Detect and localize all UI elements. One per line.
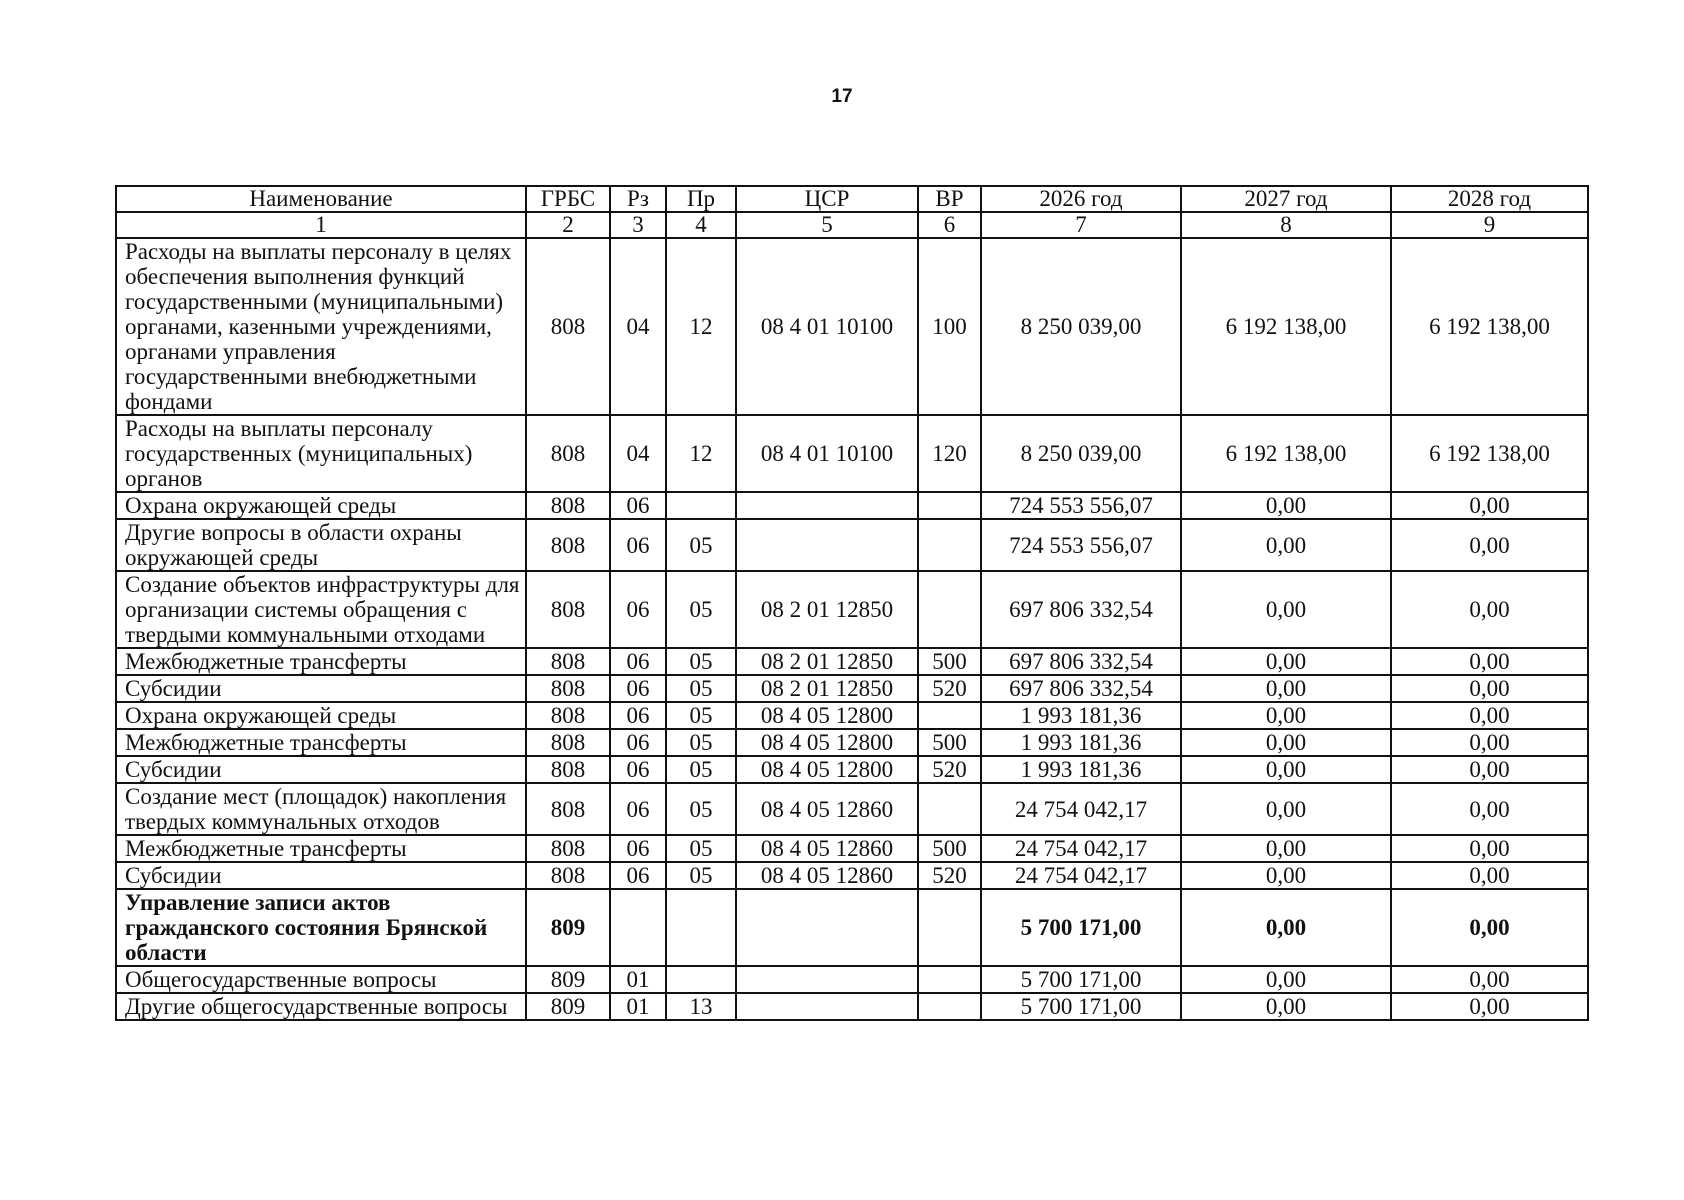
cell-grbs: 809 — [526, 889, 610, 966]
table-row — [116, 492, 1588, 519]
cell-name: Субсидии — [116, 862, 526, 889]
cell-name: Межбюджетные трансферты — [116, 648, 526, 675]
table-row — [116, 993, 1588, 1020]
cell-amount-2027: 0,00 — [1181, 648, 1391, 675]
cell-grbs: 808 — [526, 415, 610, 492]
cell-vr — [918, 492, 981, 519]
header-pr: Пр — [666, 186, 736, 212]
cell-rz: 06 — [610, 648, 666, 675]
cell-csr — [736, 519, 918, 571]
table-row — [116, 889, 1588, 966]
cell-grbs: 808 — [526, 238, 610, 415]
cell-pr: 05 — [666, 729, 736, 756]
cell-grbs: 808 — [526, 756, 610, 783]
cell-grbs: 808 — [526, 675, 610, 702]
cell-csr: 08 4 05 12800 — [736, 729, 918, 756]
cell-name: Межбюджетные трансферты — [116, 835, 526, 862]
cell-pr: 13 — [666, 993, 736, 1020]
cell-rz — [610, 889, 666, 966]
cell-amount-2026: 1 993 181,36 — [981, 756, 1181, 783]
cell-grbs: 808 — [526, 571, 610, 648]
header-2026: 2026 год — [981, 186, 1181, 212]
cell-vr: 500 — [918, 729, 981, 756]
cell-csr — [736, 492, 918, 519]
cell-amount-2027: 0,00 — [1181, 519, 1391, 571]
cell-pr: 05 — [666, 648, 736, 675]
cell-vr — [918, 702, 981, 729]
cell-rz: 01 — [610, 993, 666, 1020]
column-number: 3 — [610, 212, 666, 238]
cell-amount-2028: 6 192 138,00 — [1391, 238, 1588, 415]
cell-pr — [666, 492, 736, 519]
table-row — [116, 966, 1588, 993]
cell-amount-2028: 6 192 138,00 — [1391, 415, 1588, 492]
cell-name: Другие вопросы в области охраны окружающей среды — [116, 519, 526, 571]
header-name: Наименование — [116, 186, 526, 212]
cell-rz: 06 — [610, 729, 666, 756]
cell-vr: 120 — [918, 415, 981, 492]
cell-amount-2026: 5 700 171,00 — [981, 889, 1181, 966]
column-number: 7 — [981, 212, 1181, 238]
cell-amount-2028: 0,00 — [1391, 835, 1588, 862]
cell-rz: 04 — [610, 415, 666, 492]
cell-vr — [918, 519, 981, 571]
table-row — [116, 519, 1588, 571]
cell-amount-2028: 0,00 — [1391, 756, 1588, 783]
column-number: 2 — [526, 212, 610, 238]
cell-vr — [918, 571, 981, 648]
cell-csr: 08 4 05 12860 — [736, 835, 918, 862]
cell-amount-2027: 0,00 — [1181, 702, 1391, 729]
cell-amount-2026: 1 993 181,36 — [981, 729, 1181, 756]
cell-amount-2027: 0,00 — [1181, 993, 1391, 1020]
header-grbs: ГРБС — [526, 186, 610, 212]
cell-rz: 06 — [610, 783, 666, 835]
cell-amount-2028: 0,00 — [1391, 648, 1588, 675]
cell-vr — [918, 993, 981, 1020]
cell-csr: 08 4 05 12860 — [736, 862, 918, 889]
cell-grbs: 808 — [526, 492, 610, 519]
column-number: 1 — [116, 212, 526, 238]
cell-name: Общегосударственные вопросы — [116, 966, 526, 993]
cell-amount-2027: 0,00 — [1181, 729, 1391, 756]
cell-grbs: 808 — [526, 648, 610, 675]
cell-pr: 05 — [666, 519, 736, 571]
cell-amount-2027: 6 192 138,00 — [1181, 415, 1391, 492]
cell-amount-2027: 0,00 — [1181, 756, 1391, 783]
cell-rz: 06 — [610, 756, 666, 783]
cell-name: Расходы на выплаты персоналу в целях обеспечения выполнения функций государственными (муниципальными) органами, казенными учреждениями, органами управления государственными внебюджетными фондами — [116, 238, 526, 415]
cell-pr: 05 — [666, 675, 736, 702]
cell-vr: 500 — [918, 835, 981, 862]
cell-amount-2028: 0,00 — [1391, 889, 1588, 966]
cell-amount-2027: 0,00 — [1181, 571, 1391, 648]
cell-vr: 520 — [918, 756, 981, 783]
column-number-row — [116, 212, 1588, 238]
cell-pr: 05 — [666, 756, 736, 783]
cell-name: Управление записи актов гражданского состояния Брянской области — [116, 889, 526, 966]
table-row — [116, 702, 1588, 729]
cell-amount-2026: 5 700 171,00 — [981, 993, 1181, 1020]
cell-csr: 08 4 05 12800 — [736, 702, 918, 729]
cell-amount-2026: 24 754 042,17 — [981, 783, 1181, 835]
cell-amount-2028: 0,00 — [1391, 729, 1588, 756]
header-vr: ВР — [918, 186, 981, 212]
cell-rz: 06 — [610, 492, 666, 519]
cell-csr: 08 2 01 12850 — [736, 571, 918, 648]
table-row — [116, 675, 1588, 702]
cell-vr — [918, 966, 981, 993]
column-number: 9 — [1391, 212, 1588, 238]
cell-name: Охрана окружающей среды — [116, 702, 526, 729]
cell-amount-2026: 697 806 332,54 — [981, 571, 1181, 648]
header-2028: 2028 год — [1391, 186, 1588, 212]
cell-amount-2027: 6 192 138,00 — [1181, 238, 1391, 415]
cell-grbs: 809 — [526, 993, 610, 1020]
cell-vr — [918, 889, 981, 966]
cell-amount-2026: 1 993 181,36 — [981, 702, 1181, 729]
cell-amount-2028: 0,00 — [1391, 966, 1588, 993]
cell-rz: 06 — [610, 675, 666, 702]
cell-amount-2026: 8 250 039,00 — [981, 415, 1181, 492]
cell-amount-2026: 24 754 042,17 — [981, 862, 1181, 889]
cell-name: Субсидии — [116, 675, 526, 702]
cell-pr: 05 — [666, 702, 736, 729]
cell-rz: 06 — [610, 519, 666, 571]
cell-grbs: 808 — [526, 729, 610, 756]
cell-name: Расходы на выплаты персоналу государственных (муниципальных) органов — [116, 415, 526, 492]
cell-name: Межбюджетные трансферты — [116, 729, 526, 756]
cell-pr: 05 — [666, 862, 736, 889]
cell-pr: 05 — [666, 783, 736, 835]
table-row — [116, 756, 1588, 783]
cell-csr: 08 2 01 12850 — [736, 675, 918, 702]
column-number: 5 — [736, 212, 918, 238]
table-body — [116, 238, 1588, 1020]
cell-amount-2027: 0,00 — [1181, 492, 1391, 519]
cell-amount-2028: 0,00 — [1391, 862, 1588, 889]
page-number: 17 — [831, 86, 853, 107]
column-number: 6 — [918, 212, 981, 238]
cell-name: Субсидии — [116, 756, 526, 783]
table-row — [116, 648, 1588, 675]
table-row — [116, 238, 1588, 415]
cell-vr: 100 — [918, 238, 981, 415]
cell-amount-2026: 724 553 556,07 — [981, 492, 1181, 519]
cell-vr: 520 — [918, 862, 981, 889]
cell-name: Создание объектов инфраструктуры для организации системы обращения с твердыми коммунальными отходами — [116, 571, 526, 648]
cell-rz: 06 — [610, 702, 666, 729]
table-row — [116, 835, 1588, 862]
cell-amount-2028: 0,00 — [1391, 492, 1588, 519]
cell-grbs: 808 — [526, 835, 610, 862]
table-row — [116, 415, 1588, 492]
cell-grbs: 808 — [526, 862, 610, 889]
cell-amount-2028: 0,00 — [1391, 783, 1588, 835]
cell-csr: 08 4 01 10100 — [736, 415, 918, 492]
cell-amount-2027: 0,00 — [1181, 783, 1391, 835]
cell-grbs: 808 — [526, 783, 610, 835]
table-row — [116, 571, 1588, 648]
cell-amount-2028: 0,00 — [1391, 702, 1588, 729]
header-row — [116, 186, 1588, 212]
cell-rz: 06 — [610, 571, 666, 648]
budget-table — [115, 185, 1589, 1021]
cell-amount-2026: 8 250 039,00 — [981, 238, 1181, 415]
cell-pr — [666, 966, 736, 993]
cell-amount-2027: 0,00 — [1181, 675, 1391, 702]
cell-name: Другие общегосударственные вопросы — [116, 993, 526, 1020]
cell-rz: 04 — [610, 238, 666, 415]
cell-csr: 08 4 01 10100 — [736, 238, 918, 415]
cell-grbs: 809 — [526, 966, 610, 993]
cell-pr: 05 — [666, 835, 736, 862]
header-rz: Рз — [610, 186, 666, 212]
cell-amount-2027: 0,00 — [1181, 966, 1391, 993]
cell-amount-2027: 0,00 — [1181, 889, 1391, 966]
cell-csr: 08 4 05 12860 — [736, 783, 918, 835]
cell-pr: 12 — [666, 238, 736, 415]
cell-pr: 12 — [666, 415, 736, 492]
cell-rz: 01 — [610, 966, 666, 993]
table-row — [116, 729, 1588, 756]
cell-amount-2026: 724 553 556,07 — [981, 519, 1181, 571]
cell-amount-2028: 0,00 — [1391, 993, 1588, 1020]
header-2027: 2027 год — [1181, 186, 1391, 212]
cell-vr — [918, 783, 981, 835]
cell-amount-2026: 697 806 332,54 — [981, 648, 1181, 675]
cell-grbs: 808 — [526, 519, 610, 571]
cell-name: Охрана окружающей среды — [116, 492, 526, 519]
cell-amount-2026: 697 806 332,54 — [981, 675, 1181, 702]
cell-rz: 06 — [610, 862, 666, 889]
column-number: 4 — [666, 212, 736, 238]
cell-amount-2026: 24 754 042,17 — [981, 835, 1181, 862]
cell-csr: 08 4 05 12800 — [736, 756, 918, 783]
cell-amount-2026: 5 700 171,00 — [981, 966, 1181, 993]
table-row — [116, 862, 1588, 889]
cell-pr — [666, 889, 736, 966]
cell-name: Создание мест (площадок) накопления твердых коммунальных отходов — [116, 783, 526, 835]
cell-rz: 06 — [610, 835, 666, 862]
cell-amount-2028: 0,00 — [1391, 519, 1588, 571]
cell-vr: 500 — [918, 648, 981, 675]
cell-csr — [736, 966, 918, 993]
cell-pr: 05 — [666, 571, 736, 648]
table-row — [116, 783, 1588, 835]
cell-csr — [736, 889, 918, 966]
header-csr: ЦСР — [736, 186, 918, 212]
cell-vr: 520 — [918, 675, 981, 702]
column-number: 8 — [1181, 212, 1391, 238]
cell-amount-2028: 0,00 — [1391, 675, 1588, 702]
cell-csr — [736, 993, 918, 1020]
cell-amount-2027: 0,00 — [1181, 862, 1391, 889]
cell-amount-2027: 0,00 — [1181, 835, 1391, 862]
cell-grbs: 808 — [526, 702, 610, 729]
cell-csr: 08 2 01 12850 — [736, 648, 918, 675]
cell-amount-2028: 0,00 — [1391, 571, 1588, 648]
